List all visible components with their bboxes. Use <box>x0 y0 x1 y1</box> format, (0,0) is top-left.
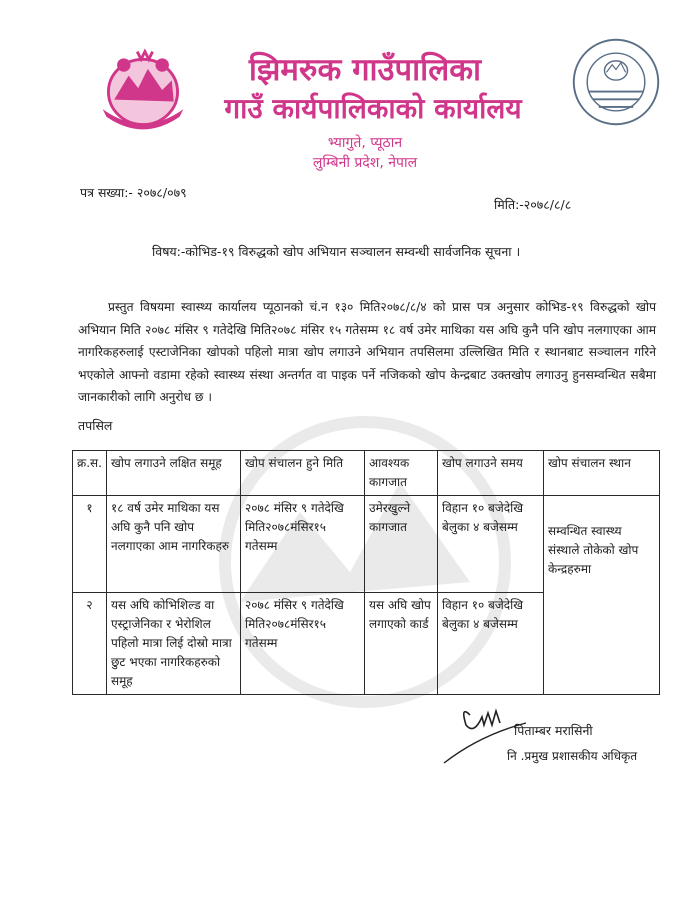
header-target-group: खोप लगाउने लक्षित समूह <box>107 451 241 496</box>
office-seal-stamp-icon <box>568 34 664 130</box>
cell-date: २०७८ मंसिर ९ गतेदेखि मिति२०७८मंसिर१५ गतेसम्म <box>241 496 365 593</box>
cell-date: २०७८ मंसिर ९ गतेदेखि मिति२०७८मंसिर१५ गतेसम्म <box>241 593 365 695</box>
municipality-name: झिमरुक गाउँपालिका <box>248 52 482 88</box>
vaccination-schedule-table <box>72 450 660 695</box>
address-line-1: भ्यागुते, प्यूठान <box>327 135 403 151</box>
address-line-2: लुम्बिनी प्रदेश, नेपाल <box>312 155 418 171</box>
letter-date: मिति:-२०७८/८/८ <box>494 197 572 212</box>
letter-body: प्रस्तुत विषयमा स्वास्थ्य कार्यालय प्यूठानको चं.न १३० मिति२०७८/८/४ को प्रास पत्र अनुसार कोभिड-१९ विरुद्धको खोप अभियान मिति २०७८ मंसिर ९ गतेदेखि मिति२०७८ मंसिर १५ गतेसम्म १८ वर्ष उमेर माथिका यस अघि कुनै पनि खोप नलगाएका आम नागरिकहरुलाई एस्टाजेनिका खोपको पहिलो मात्रा खोप लगाउने अभियान तपसिलमा उल्लिखित मिति र स्थानबाट सञ्चालन गरिने भएकोले आफ्नो वडामा रहेको स्वास्थ्य संस्था अन्तर्गत वा पाइक पर्ने नजिकको खोप केन्द्रबाट उक्तखोप लगाउनु हुनसम्वन्धित सबैमा जानकारीको लागि अनुरोध छ । <box>78 300 656 404</box>
header-documents: आवश्यक कागजात <box>365 451 438 496</box>
signatory-title: नि .प्रमुख प्रशासकीय अधिकृत <box>507 749 638 763</box>
cell-target-group: १८ वर्ष उमेर माथिका यस अघि कुनै पनि खोप नलगाएका आम नागरिकहरु <box>107 496 241 593</box>
cell-documents: उमेरखुल्ने कागजात <box>365 496 438 593</box>
cell-time: विहान १० बजेदेखि बेलुका ४ बजेसम्म <box>438 593 544 695</box>
header-location: खोप संचालन स्थान <box>544 451 660 496</box>
cell-documents: यस अघि खोप लगाएको कार्ड <box>365 593 438 695</box>
header-date: खोप संचालन हुने मिति <box>241 451 365 496</box>
cell-serial: १ <box>73 496 107 593</box>
cell-serial: २ <box>73 593 107 695</box>
office-name: गाउँ कार्यपालिकाको कार्यालय <box>224 92 522 125</box>
cell-location: सम्वन्धित स्वास्थ्य संस्थाले तोकेको खोप केन्द्रहरुमा <box>544 496 660 695</box>
header-serial: क्र.स. <box>73 451 107 496</box>
details-label: तपसिल <box>78 418 113 433</box>
signatory-name: पिताम्बर मरासिनी <box>514 723 593 738</box>
table-row <box>73 496 660 593</box>
cell-target-group: यस अघि कोभिशिल्ड वा एस्ट्राजेनिका र भेरोशिल पहिलो मात्रा लिई दोस्रो मात्रा छुट भएका नागरिकहरुको समूह <box>107 593 241 695</box>
cell-time: विहान १० बजेदेखि बेलुका ४ बजेसम्म <box>438 496 544 593</box>
table-header-row <box>73 451 660 496</box>
header-time: खोप लगाउने समय <box>438 451 544 496</box>
letter-subject: विषय:-कोभिड-१९ विरुद्धको खोप अभियान सञ्चालन सम्वन्धी सार्वजनिक सूचना । <box>152 244 521 259</box>
letter-reference: पत्र सख्या:- २०७८/०७९ <box>80 185 187 200</box>
